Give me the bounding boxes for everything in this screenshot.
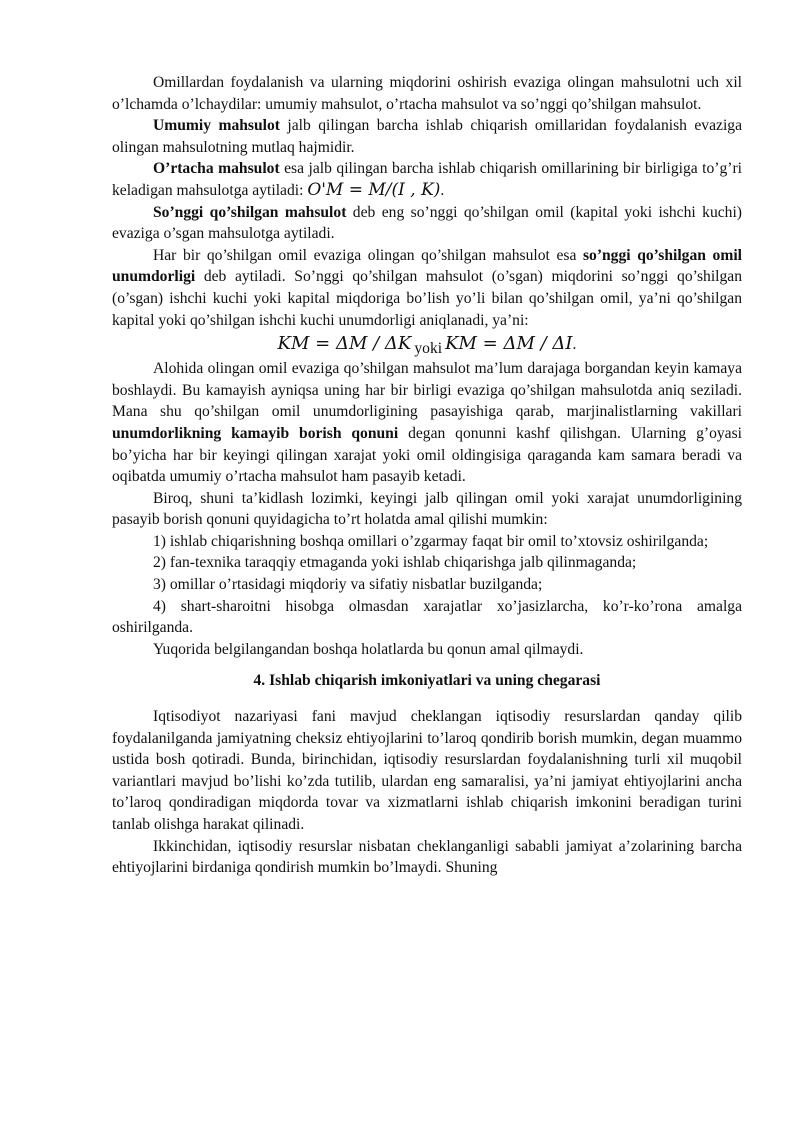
document-page: [112, 72, 742, 879]
formula-line: [112, 331, 742, 358]
formula-yoki: yoki: [414, 340, 443, 358]
paragraph-songgi-mahsulot: [112, 202, 742, 245]
paragraph-intro: Omillardan foydalanish va ularning miqdorini oshirish evaziga olingan mahsulotni uch xil o’lchamda o’lchaydilar: umumiy mahsulot, o’rtacha mahsulot va so’nggi qo’shilgan mahsulot.: [112, 74, 742, 113]
formula-end: .: [572, 336, 577, 354]
list-item: 4) shart-sharoitni hisobga olmasdan xarajatlar xo’jasizlarcha, ko’r-ko’rona amalga oshirilganda.: [112, 597, 742, 637]
paragraph-umumiy-mahsulot: [112, 115, 742, 158]
list-item: 2) fan-texnika taraqqiy etmaganda yoki ishlab chiqarishga jalb qilinmaganda;: [153, 554, 637, 572]
paragraph-text: degan qonunni kashf qilishgan. Ularning g’oyasi bo’yicha har bir keyingi qilingan xarajat yoki omil oldingisiga qaraganda kam samara beradi va oqibatda umumiy o’rtacha mahsulot ham pasayib ketadi.: [112, 424, 742, 486]
list-item: 3) omillar o’rtasidagi miqdoriy va sifatiy nisbatlar buzilganda;: [153, 576, 543, 594]
paragraph-omil-unumdorligi: [112, 245, 742, 331]
term-kamayib-borish-qonuni: unumdorlikning kamayib borish qonuni: [112, 424, 399, 442]
paragraph-iqtisodiyot: Iqtisodiyot nazariyasi fani mavjud cheklangan iqtisodiy resurslardan qanday qilib foydalanilganda jamiyatning cheksiz ehtiyojlarini to’laroq qondirib borish mumkin, degan muammo ustida bosh qotiradi. Bunda, birinchidan, iqtisodiy resurslardan foydalanishning turli xil muqobil variantlari mavjud bo’lishi ko’zda tutilib, ulardan eng samaralisi, ya’ni jamiyat ehtiyojlarini ancha to’laroq qondiradigan miqdorda tovar va xizmatlarni ishlab chiqarish imkonini beradigan turini tanlab olishga harakat qilinadi.: [112, 708, 742, 833]
paragraph-text: esa jalb qilingan barcha ishlab chiqarish omillarining bir birligiga to’g’ri keladigan mahsulotga aytiladi:: [112, 160, 742, 199]
paragraph-ikkinchidan: Ikkinchidan, iqtisodiy resurslar nisbatan cheklanganligi sababli jamiyat a’zolarining barcha ehtiyojlarini birdaniga qondirish mumkin bo’lmaydi. Shuning: [112, 837, 742, 877]
term-omil-unumdorligi: so’nggi qo’shilgan omil unumdorligi: [112, 246, 742, 286]
term-umumiy-mahsulot: Umumiy mahsulot: [153, 117, 280, 135]
paragraph-yuqorida: Yuqorida belgilangandan boshqa holatlarda bu qonun amal qilmaydi.: [153, 640, 584, 658]
paragraph-text: Har bir qo’shilgan omil evaziga olingan qo’shilgan mahsulot esa: [153, 246, 583, 264]
list-item: 1) ishlab chiqarishning boshqa omillari o’zgarmay faqat bir omil to’xtovsiz oshirilganda;: [153, 532, 709, 550]
formula-km-di: KM = ΔM / ΔI: [445, 333, 573, 355]
formula-km-dk: KM = ΔM / ΔK: [277, 333, 412, 355]
section-heading: 4. Ishlab chiqarish imkoniyatlari va uning chegarasi: [253, 672, 601, 690]
term-songgi-mahsulot: So’nggi qo’shilgan mahsulot: [153, 203, 347, 221]
paragraph-text: Alohida olingan omil evaziga qo’shilgan mahsulot ma’lum darajaga borgandan keyin kamaya boshlaydi. Bu kamayish ayniqsa uning har bir birligi evaziga qo’shilgan mahsulotda aniq seziladi. Mana shu qo’shilgan omil unumdorligining pasayishiga qarab, marjinalistlarning vakillari: [112, 360, 742, 421]
formula-ortacha: O'M = M/(I , K): [307, 179, 441, 200]
term-ortacha-mahsulot: O’rtacha mahsulot: [153, 160, 280, 178]
paragraph-text: deb aytiladi. So’nggi qo’shilgan mahsulot (o’sgan) miqdorini so’nggi qo’shilgan (o’sgan) ishchi kuchi yoki kapital miqdoriga bo’lish yo’li bilan qo’shilgan omil, ya’ni qo’shilgan kapital yoki qo’shilgan ishchi kuchi unumdorligi aniqlanadi, ya’ni:: [112, 268, 742, 329]
paragraph-kamayish: [112, 358, 742, 488]
formula-end: .: [440, 181, 445, 199]
paragraph-biroq: Biroq, shuni ta’kidlash lozimki, keyingi jalb qilingan omil yoki xarajat unumdorligining pasayib borish qonuni quyidagicha to’rt holatda amal qilishi mumkin:: [112, 489, 742, 529]
paragraph-text: jalb qilingan barcha ishlab chiqarish omillaridan foydalanish evaziga olingan mahsulotning mutlaq hajmidir.: [112, 117, 742, 156]
paragraph-text: deb eng so’nggi qo’shilgan omil (kapital yoki ishchi kuchi) evaziga o’sgan mahsulotga aytiladi.: [112, 203, 742, 243]
paragraph-ortacha-mahsulot: [112, 158, 742, 201]
